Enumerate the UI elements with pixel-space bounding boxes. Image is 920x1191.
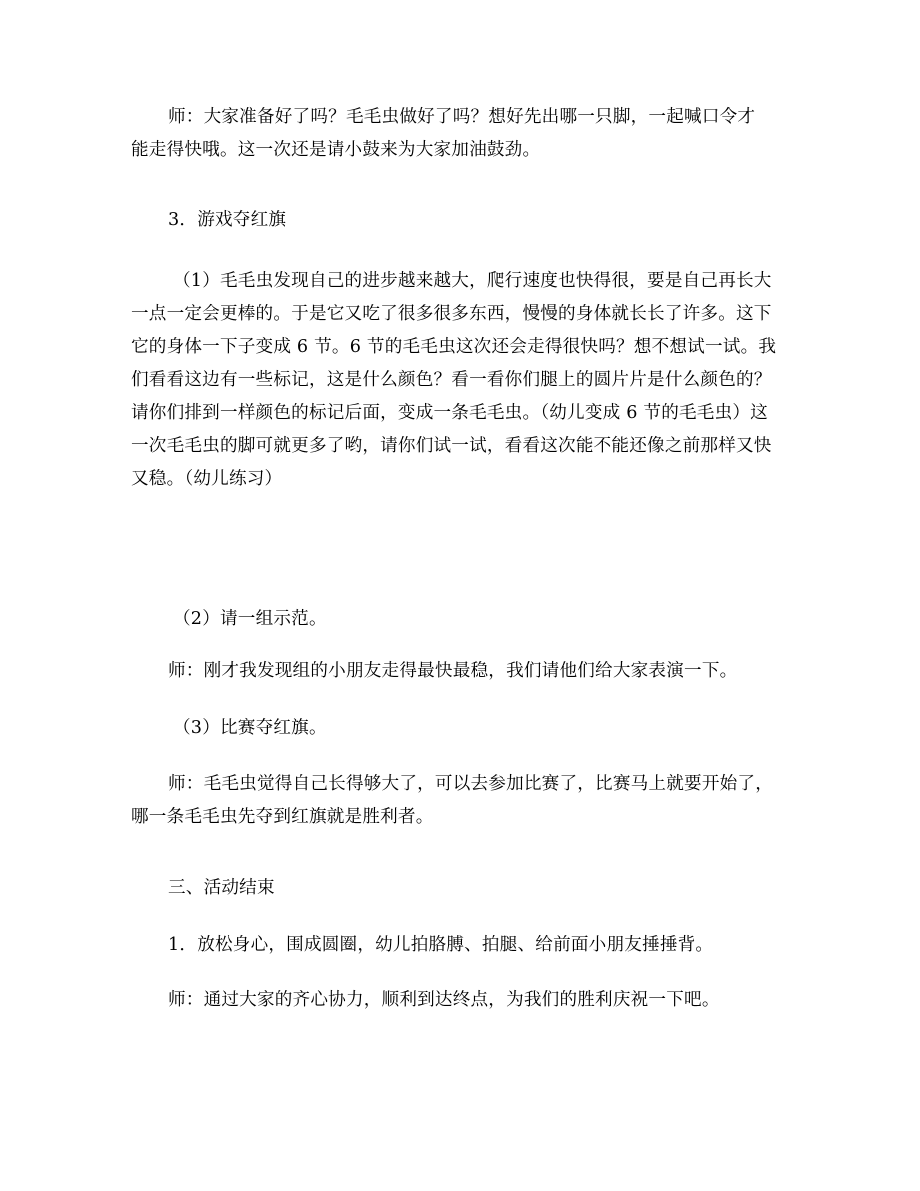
paragraph-step-3 [131,712,792,745]
paragraph-line: 一点一定会更棒的。于是它又吃了很多很多东西，慢慢的身体就长长了许多。这下 [131,304,772,324]
paragraph-teacher-ready [131,101,792,167]
paragraph-step-1 [131,265,792,496]
paragraph-line: 们看看这边有一些标记，这是什么颜色？看一看你们腿上的圆片片是什么颜色的？ [131,370,772,390]
paragraph-step-2 [131,603,792,636]
paragraph-line: 能走得快哦。这一次还是请小鼓来为大家加油鼓劲。 [131,140,541,160]
paragraph-line: 它的身体一下子变成 6 节。6 节的毛毛虫这次还会走得很快吗？想不想试一试。我 [131,337,777,357]
paragraph-line: 哪一条毛毛虫先夺到红旗就是胜利者。 [131,807,434,827]
paragraph-line: 1．放松身心，围成圆圈，幼儿拍胳膊、拍腿、给前面小朋友捶捶背。 [168,935,714,955]
paragraph-teacher-celebrate [131,984,792,1017]
paragraph-relax [131,929,792,962]
paragraph-line: 师：通过大家的齐心协力，顺利到达终点，为我们的胜利庆祝一下吧。 [168,990,720,1010]
paragraph-line: 请你们排到一样颜色的标记后面，变成一条毛毛虫。（幼儿变成 6 节的毛毛虫）这 [131,403,768,423]
paragraph-line: 三、活动结束 [168,878,275,898]
paragraph-line: 又稳。（幼儿练习） [131,469,283,489]
paragraph-line: 师：毛毛虫觉得自己长得够大了，可以去参加比赛了，比赛马上就要开始了， [168,774,773,794]
paragraph-teacher-race [131,768,792,834]
paragraph-teacher-demo [131,655,792,688]
paragraph-line: （3）比赛夺红旗。 [173,718,327,738]
paragraph-line: （1）毛毛虫发现自己的进步越来越大，爬行速度也快得很，要是自己再长大 [173,271,772,291]
paragraph-line: 一次毛毛虫的脚可就更多了哟，请你们试一试，看看这次能不能还像之前那样又快 [131,436,772,456]
paragraph-line: （2）请一组示范。 [173,609,327,629]
section-heading-game [131,204,792,237]
section-heading-end [131,872,792,905]
paragraph-line: 3．游戏夺红旗 [168,210,287,230]
paragraph-line: 师：大家准备好了吗？毛毛虫做好了吗？想好先出哪一只脚，一起喊口令才 [168,107,756,127]
paragraph-line: 师：刚才我发现组的小朋友走得最快最稳，我们请他们给大家表演一下。 [168,661,738,681]
